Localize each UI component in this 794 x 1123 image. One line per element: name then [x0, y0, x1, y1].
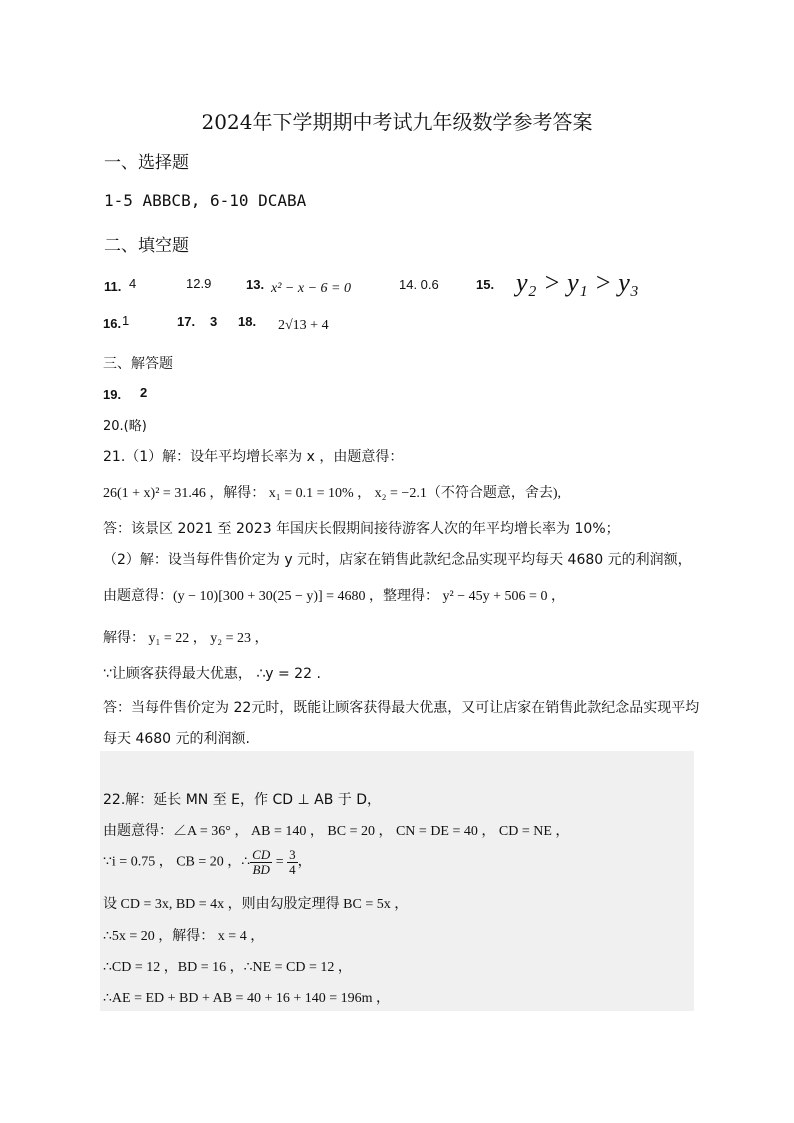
q19-answer: 2: [140, 385, 148, 400]
q22-line-3: [103, 848, 312, 876]
q21-line-2: 26(1 + x)² = 31.46 ，解得： x₁ = 0.1 = 10% ， x₂ = −2.1（不符合题意，舍去),: [103, 486, 561, 501]
q20-line: 20.(略): [103, 419, 147, 434]
q16-number: 16.: [103, 316, 122, 331]
fraction-denominator: 4: [289, 861, 296, 877]
q21-line-9: 每天 4680 元的利润额.: [103, 731, 250, 747]
q12-answer: 12.9: [186, 276, 212, 291]
equals-sign: =: [272, 854, 288, 870]
q22-line-3-post: ，: [297, 854, 312, 870]
q21-line-1: 21.（1）解：设年平均增长率为 x ，由题意得：: [103, 449, 404, 465]
q18-number: 18.: [238, 314, 257, 329]
choice-answers: 1-5 ABBCB, 6-10 DCABA: [104, 191, 307, 210]
q11-number: 11.: [104, 279, 122, 294]
q19-number: 19.: [103, 387, 122, 402]
q13-answer: x² − x − 6 = 0: [271, 281, 351, 296]
q21-line-5: 由题意得：(y − 10)[300 + 30(25 − y)] = 4680 ，整理得： y² − 45y + 506 = 0 ，: [103, 589, 565, 604]
q22-line-5: ∴5x = 20 ，解得： x = 4 ，: [103, 929, 265, 944]
fraction-denominator: BD: [252, 861, 270, 877]
fraction-numerator: CD: [252, 847, 271, 862]
q17-answer: 3: [210, 314, 218, 329]
section-heading-fill: 二、填空题: [104, 236, 189, 256]
q21-line-6: 解得： y₁ = 22 ， y₂ = 23 ，: [103, 631, 269, 646]
q22-line-7: ∴AE = ED + BD + AB = 40 + 16 + 140 = 196m ，: [103, 991, 391, 1006]
q21-line-7: ∵让顾客获得最大优惠， ∴y = 22 .: [103, 666, 321, 682]
q14-answer: 14. 0.6: [399, 277, 439, 292]
q22-line-3-pre: ∵i = 0.75 ， CB = 20 ，∴: [103, 854, 251, 870]
q21-line-3: 答：该景区 2021 至 2023 年国庆长假期间接待游客人次的年平均增长率为 10%；: [103, 521, 620, 537]
q11-answer: 4: [129, 276, 137, 291]
q22-line-6: ∴CD = 12 ，BD = 16 ，∴NE = CD = 12 ，: [103, 960, 352, 975]
fraction-numerator: 3: [289, 847, 296, 862]
q22-line-1: 22.解：延长 MN 至 E，作 CD ⊥ AB 于 D，: [103, 792, 381, 808]
q22-line-4: 设 CD = 3x, BD = 4x ，则由勾股定理得 BC = 5x ，: [103, 897, 409, 912]
fraction-3-4: [287, 848, 298, 876]
q22-line-2: 由题意得：∠A = 36° ， AB = 140 ， BC = 20 ， CN = DE = 40 ， CD = NE ，: [103, 824, 570, 839]
page-title: 2024年下学期期中考试九年级数学参考答案: [201, 110, 593, 134]
q15-answer: y₂ > y₁ > y₃: [516, 268, 639, 297]
q16-answer: 1: [122, 313, 130, 328]
q18-answer: 2√13 + 4: [278, 318, 329, 333]
q17-number: 17.: [177, 314, 196, 329]
q15-number: 15.: [476, 277, 495, 292]
section-heading-solve: 三、解答题: [103, 356, 173, 372]
q21-line-8: 答：当每件售价定为 22元时，既能让顾客获得最大优惠，又可让店家在销售此款纪念品实现平均: [103, 700, 700, 716]
fraction-cd-bd: [250, 848, 272, 876]
q13-number: 13.: [246, 277, 265, 292]
q21-line-4: （2）解：设当每件售价定为 y 元时，店家在销售此款纪念品实现平均每天 4680 元的利润额，: [103, 552, 692, 568]
section-heading-choice: 一、选择题: [104, 153, 189, 173]
